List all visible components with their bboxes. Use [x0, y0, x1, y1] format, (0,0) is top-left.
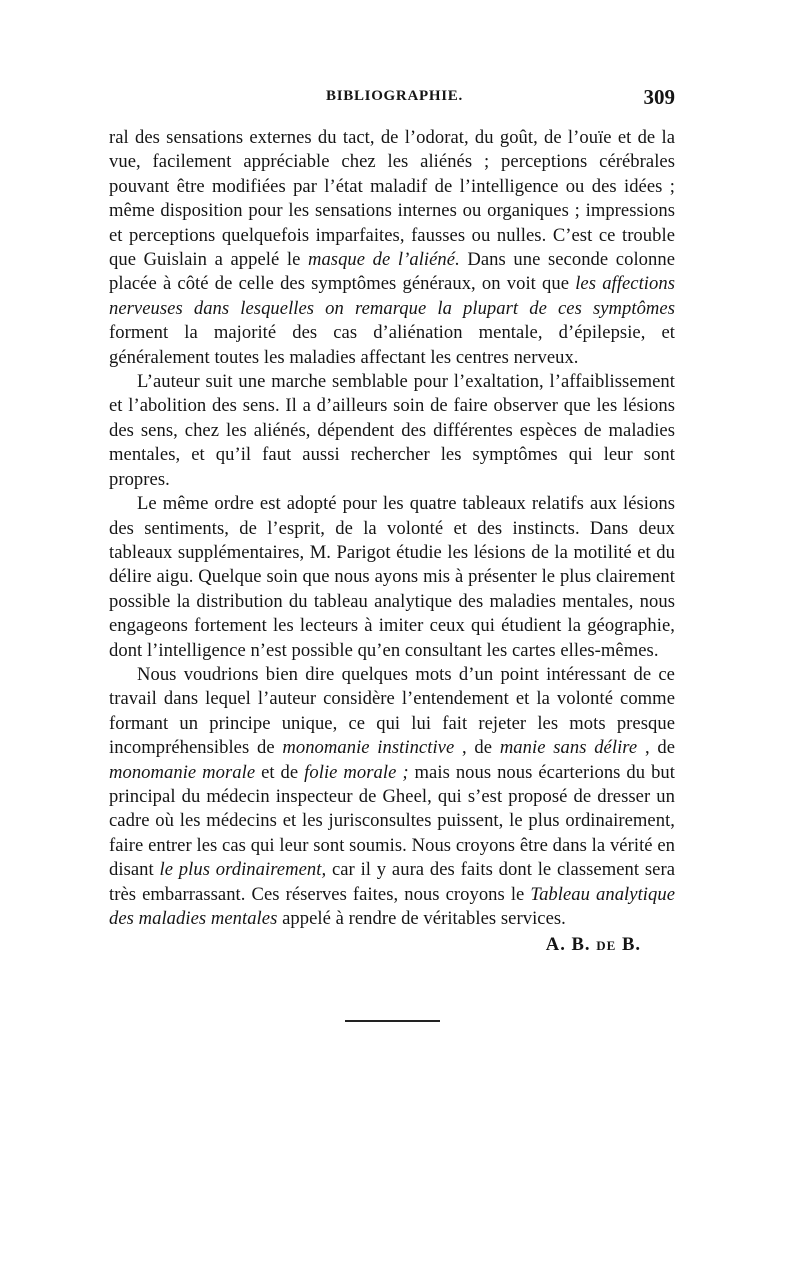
page-number: 309 [643, 85, 675, 109]
paragraph-1-segment-1: ral des sensations externes du tact, de l’odorat, du goût, de l’ouïe et de la vue, facilement appréciable chez les aliénés ; perceptions cérébrales pouvant être modifiées par l’état maladif de l’intelligence ou des idées ; même disposition pour les sensations internes ou organiques ; impressions et perceptions quelquefois imparfaites, fausses ou nulles. C’est ce trouble que Guislain a appelé le [109, 127, 675, 271]
paragraph-4-segment-11: car il y aura des faits dont le classement sera très embarrassant. Ces réserves faites, nous croyons le [109, 859, 675, 905]
author-signature [109, 933, 675, 957]
body-text [109, 126, 675, 957]
paragraph-1-segment-3: Dans une seconde colonne placée à côté de celle des symptômes généraux, on voit que [109, 249, 675, 295]
paragraph-4-segment-13: appelé à rendre de véritables services. [282, 908, 566, 929]
paragraph-2: L’auteur suit une marche semblable pour l’exaltation, l’affaiblissement et l’abolition des sens. Il a d’ailleurs soin de faire observer que les lésions des sens, chez les aliénés, dépendent des différentes espèces de maladies mentales, et qu’il faut aussi rechercher les symptômes qui leur sont propres. [109, 371, 675, 490]
paragraph-4-segment-3: , de [462, 737, 500, 759]
italic-manie-sans-delire: manie sans délire [499, 737, 638, 759]
paragraph-3: Le même ordre est adopté pour les quatre tableaux relatifs aux lésions des sentiments, de l’esprit, de la volonté et des instincts. Dans deux tableaux supplémentaires, M. Parigot étudie les lésions de la motilité et du délire aigu. Quelque soin que nous ayons mis à présenter le plus clairement possible la distribution du tableau analytique des maladies mentales, nous engageons fortement les lecteurs à imiter ceux qui étudient la géographie, dont l’intelligence n’est possible qu’en consultant les cartes elles-mêmes. [109, 493, 675, 661]
italic-folie-morale: folie morale ; [304, 761, 409, 783]
running-title: BIBLIOGRAPHIE. [326, 88, 463, 104]
signature-final-initial: B. [616, 934, 641, 956]
italic-tableau-analytique: Tableau analytique des maladies mentales [109, 883, 676, 929]
paragraph-4-segment-7: et de [261, 761, 305, 783]
paragraph-4-segment-5: , de [644, 737, 676, 759]
page-header [109, 85, 675, 122]
paragraph-1-segment-5: forment la majorité des cas d’aliénation mentale, d’épilepsie, et généralement toutes les maladies affectant les centres nerveux. [109, 322, 675, 368]
signature-initials: A. B. [545, 934, 597, 956]
paragraph-4 [109, 663, 675, 931]
book-page [109, 85, 676, 957]
paragraph-4-segment-1: Nous voudrions bien dire quelques mots d’un point intéressant de ce travail dans lequel l’auteur considère l’entendement et la volonté comme formant un principe unique, ce qui lui fait rejeter les mots presque incompréhensibles de [109, 663, 675, 759]
section-divider-rule [345, 1020, 440, 1022]
paragraph-1 [109, 126, 675, 370]
signature-particle: de [596, 934, 617, 956]
italic-monomanie-instinctive: monomanie instinctive [282, 737, 455, 759]
italic-affections-nerveuses: les affections nerveuses dans lesquelles on remarque la plupart de ces symptômes [109, 273, 675, 319]
paragraph-4-segment-9: mais nous nous écarterions du but principal du médecin inspecteur de Gheel, qui s’est proposé de dresser un cadre où les médecins et les jurisconsultes puissent, le plus ordinairement, faire entrer les cas qui leur sont soumis. Nous croyons être dans la vérité en disant [109, 761, 675, 881]
italic-monomanie-morale: monomanie morale [109, 761, 256, 783]
italic-le-plus-ordinairement: le plus ordinairement, [159, 859, 327, 881]
italic-masque-de-l-aliene: masque de l’aliéné. [307, 249, 460, 271]
